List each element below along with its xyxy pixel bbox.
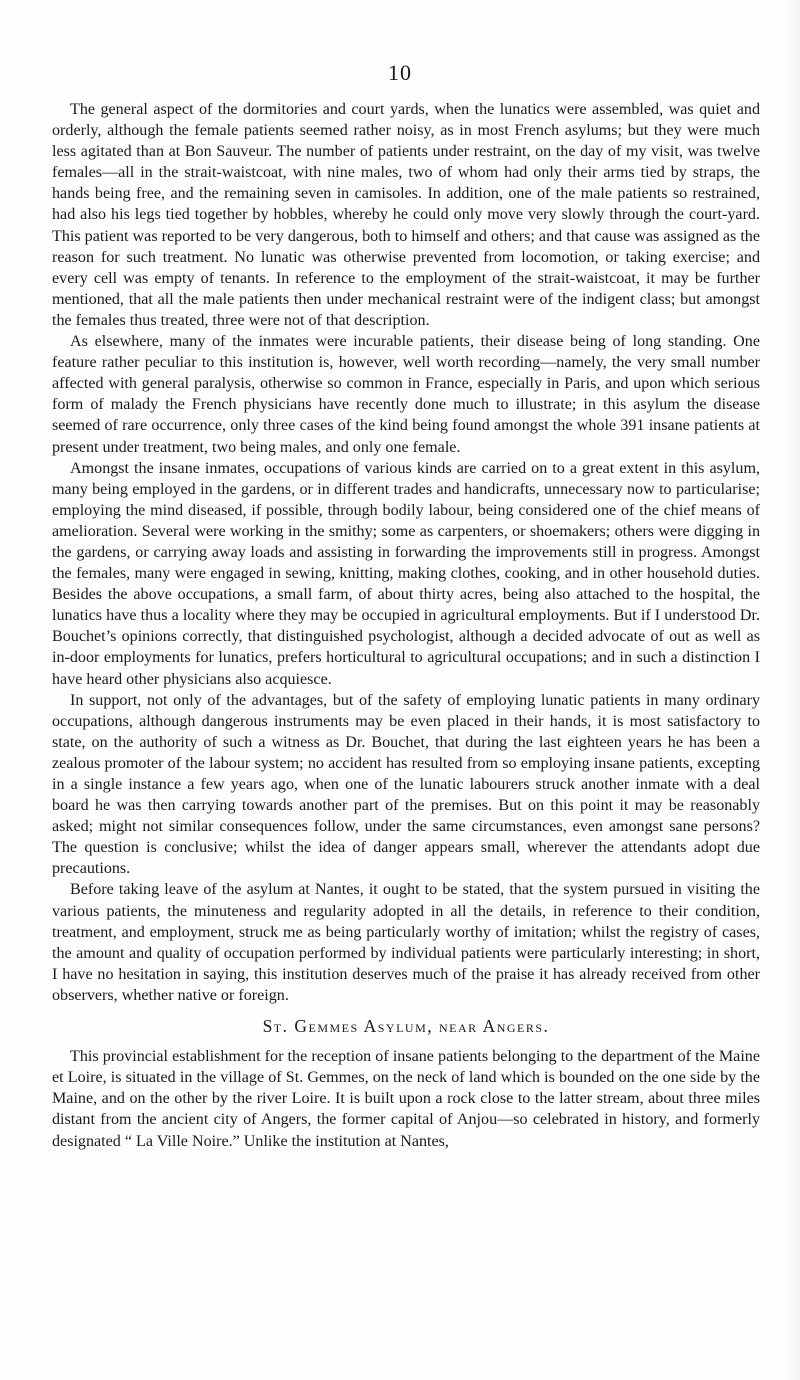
paragraph-labour-safety: In support, not only of the advantages, but of the safety of employing lunatic patients in many ordinary occupations, although dangerous instruments may be even placed in their hands, it is most satisfactory to state, on the authority of such a witness as Dr. Bouchet, that during the last eighteen years he has been a zealous promoter of the labour system; no accident has resulted from so employing insane patients, excepting in a single instance a few years ago, when one of the lunatic labourers struck another inmate with a deal board he was then carrying towards another part of the premises. But on this point it may be reasonably asked; might not similar consequences follow, under the same circumstances, even amongst sane persons? The question is conclusive; whilst the idea of danger appears small, wherever the attendants adopt due precautions.: [52, 691, 760, 878]
paragraph-st-gemmes: This provincial establishment for the reception of insane patients belonging to the department of the Maine et Loire, is situated in the village of St. Gemmes, on the neck of land which is bounded on the one side by the Maine, and on the other by the river Loire. It is built upon a rock close to the latter stream, about three miles distant from the ancient city of Angers, the former capital of Anjou—so celebrated in history, and formerly designated “ La Ville Noire.” Unlike the institution at Nantes,: [52, 1048, 760, 1150]
paragraph-nantes-conclusion: Before taking leave of the asylum at Nantes, it ought to be stated, that the system pursued in visiting the various patients, the minuteness and regularity adopted in all the details, in reference to their condition, treatment, and employment, struck me as being particularly worthy of imitation; whilst the registry of cases, the amount and quality of occupation performed by individual patients were particularly interesting; in short, I have no hesitation in saying, this institution deserves much of the praise it has already received from other observers, whether native or foreign.: [52, 881, 760, 1004]
paragraph-occupations: Amongst the insane inmates, occupations of various kinds are carried on to a great extent in this asylum, many being employed in the gardens, or in different trades and handicrafts, unnecessary now to particularise; employing the mind diseased, if possible, through bodily labour, being considered one of the chief means of amelioration. Several were working in the smithy; some as carpenters, or shoemakers; others were digging in the gardens, or carrying away loads and assisting in forwarding the improvements still in progress. Amongst the females, many were engaged in sewing, knitting, making clothes, cooking, and in other household duties. Besides the above occupations, a small farm, of about thirty acres, being also attached to the hospital, the lunatics have thus a locality where they may be occupied in agricultural employments. But if I understood Dr. Bouchet’s opinions correctly, that distinguished psychologist, although a decided advocate of out as well as in-door employments for lunatics, prefers horticultural to agricultural occupations; and in such a distinction I have heard other physicians also acquiesce.: [52, 459, 760, 688]
body-text: [52, 99, 760, 1152]
page-number: 10: [388, 60, 412, 85]
page-edge-shadow: [786, 0, 800, 1380]
paragraph-incurable-patients: As elsewhere, many of the inmates were incurable patients, their disease being of long standing. One feature rather peculiar to this institution is, however, well worth recording—namely, the very small number affected with general paralysis, otherwise so common in France, especially in Paris, and upon which serious form of malady the French physicians have recently done much to illustrate; in this asylum the disease seemed of rare occurrence, only three cases of the kind being found amongst the whole 391 insane patients at present under treatment, two being males, and only one female.: [52, 333, 760, 456]
section-heading: St. Gemmes Asylum, near Angers.: [262, 1016, 550, 1037]
paragraph-dormitories: The general aspect of the dormitories and court yards, when the lunatics were assembled, was quiet and orderly, although the female patients seemed rather noisy, as in most French asylums; but they were much less agitated than at Bon Sauveur. The number of patients under restraint, on the day of my visit, was twelve females—all in the strait-waistcoat, with nine males, two of whom had only their arms tied by straps, the hands being free, and the remaining seven in camisoles. In addition, one of the male patients so restrained, had also his legs tied together by hobbles, whereby he could only move very slowly through the court-yard. This patient was reported to be very dangerous, both to himself and others; and that cause was assigned as the reason for such treatment. No lunatic was otherwise prevented from locomotion, or taking exercise; and every cell was empty of tenants. In reference to the employment of the strait-waistcoat, it may be further mentioned, that all the male patients then under mechanical restraint were of the indigent class; but amongst the females thus treated, three were not of that description.: [52, 101, 760, 329]
